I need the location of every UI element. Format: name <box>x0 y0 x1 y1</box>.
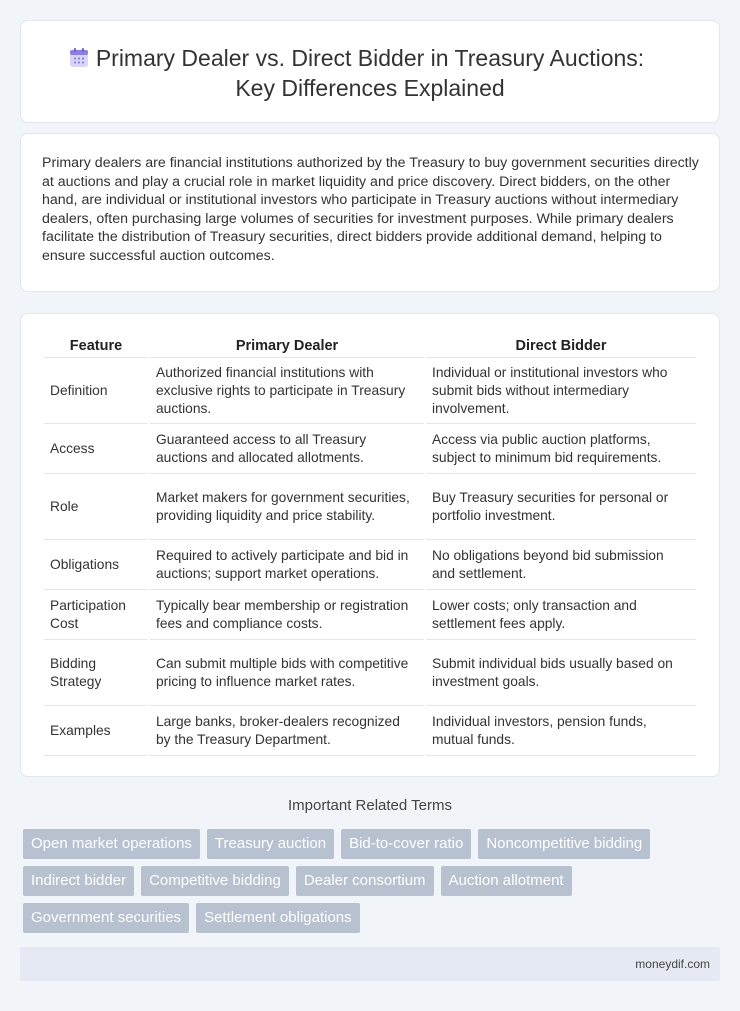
row-direct: Buy Treasury securities for personal or portfolio investment. <box>426 474 696 540</box>
related-term-tag[interactable]: Noncompetitive bidding <box>478 829 650 859</box>
header-direct-bidder: Direct Bidder <box>426 334 696 358</box>
row-feature: Role <box>44 474 148 540</box>
row-feature: Bidding Strategy <box>44 640 148 706</box>
row-direct: No obligations beyond bid submission and settlement. <box>426 540 696 590</box>
table-row <box>44 540 696 590</box>
row-feature: Examples <box>44 706 148 756</box>
table-row <box>44 706 696 756</box>
related-term-tag[interactable]: Bid-to-cover ratio <box>341 829 471 859</box>
intro-card <box>20 133 720 292</box>
row-feature: Access <box>44 424 148 474</box>
table-row <box>44 424 696 474</box>
table-row <box>44 358 696 424</box>
table-row <box>44 590 696 640</box>
related-term-tag[interactable]: Open market operations <box>23 829 200 859</box>
footer-site[interactable]: moneydif.com <box>635 957 710 971</box>
related-terms-list <box>23 829 723 933</box>
row-direct: Access via public auction platforms, subject to minimum bid requirements. <box>426 424 696 474</box>
related-term-tag[interactable]: Dealer consortium <box>296 866 434 896</box>
table-header-row <box>44 334 696 358</box>
related-terms-heading: Important Related Terms <box>288 797 452 814</box>
row-primary: Required to actively participate and bid in auctions; support market operations. <box>150 540 424 590</box>
related-term-tag[interactable]: Government securities <box>23 903 189 933</box>
title-line-2: Key Differences Explained <box>235 75 505 101</box>
related-term-tag[interactable]: Treasury auction <box>207 829 334 859</box>
related-term-tag[interactable]: Indirect bidder <box>23 866 134 896</box>
row-primary: Large banks, broker-dealers recognized by the Treasury Department. <box>150 706 424 756</box>
comparison-card <box>20 313 720 777</box>
comparison-table <box>42 334 698 756</box>
related-term-tag[interactable]: Competitive bidding <box>141 866 289 896</box>
row-feature: Participation Cost <box>44 590 148 640</box>
row-feature: Obligations <box>44 540 148 590</box>
title-line-1: Primary Dealer vs. Direct Bidder in Treasury Auctions: <box>95 45 645 71</box>
row-direct: Individual investors, pension funds, mutual funds. <box>426 706 696 756</box>
table-row <box>44 474 696 540</box>
row-primary: Typically bear membership or registration fees and compliance costs. <box>150 590 424 640</box>
header-feature: Feature <box>44 334 148 358</box>
row-direct: Individual or institutional investors who submit bids without intermediary involvement. <box>426 358 696 424</box>
row-direct: Lower costs; only transaction and settlement fees apply. <box>426 590 696 640</box>
page-title <box>21 43 719 103</box>
intro-paragraph: Primary dealers are financial institutions authorized by the Treasury to buy government securities directly at auctions and play a crucial role in market liquidity and price discovery. Direct bidders, on the other hand, are individual or institutional investors who participate in Treasury auctions without intermediary dealers, often purchasing large volumes of securities for investment purposes. While primary dealers facilitate the distribution of Treasury securities, direct bidders provide additional demand, helping to ensure successful auction outcomes. <box>42 155 699 264</box>
table-row <box>44 640 696 706</box>
footer <box>20 947 720 981</box>
row-primary: Guaranteed access to all Treasury auctions and allocated allotments. <box>150 424 424 474</box>
title-card <box>20 20 720 123</box>
row-direct: Submit individual bids usually based on investment goals. <box>426 640 696 706</box>
row-feature: Definition <box>44 358 148 424</box>
row-primary: Authorized financial institutions with exclusive rights to participate in Treasury auctions. <box>150 358 424 424</box>
row-primary: Market makers for government securities, providing liquidity and price stability. <box>150 474 424 540</box>
related-term-tag[interactable]: Auction allotment <box>441 866 572 896</box>
related-term-tag[interactable]: Settlement obligations <box>196 903 360 933</box>
row-primary: Can submit multiple bids with competitive pricing to influence market rates. <box>150 640 424 706</box>
header-primary-dealer: Primary Dealer <box>150 334 424 358</box>
